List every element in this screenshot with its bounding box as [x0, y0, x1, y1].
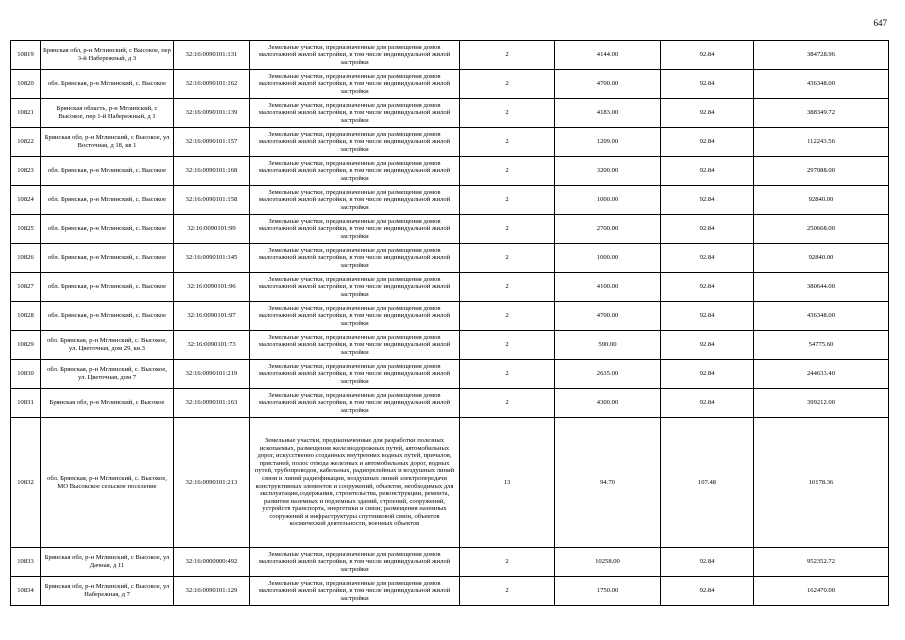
- use-code-cell: 13: [460, 418, 555, 548]
- use-code-cell: 2: [460, 360, 555, 389]
- cadastral-number-cell: 32:16:0090101:129: [174, 577, 250, 606]
- area-cell: 3200.00: [555, 157, 661, 186]
- row-number: 10826: [11, 244, 41, 273]
- address-cell: обл. Брянская, р-н Мглинский, с. Высокое: [41, 273, 174, 302]
- table-row: [11, 302, 889, 331]
- use-code-cell: 2: [460, 128, 555, 157]
- use-code-cell: 2: [460, 389, 555, 418]
- table-row: [11, 389, 889, 418]
- cadastral-value-cell: 92840.00: [754, 186, 889, 215]
- row-number: 10833: [11, 548, 41, 577]
- area-cell: 2635.00: [555, 360, 661, 389]
- rate-cell: 92.84: [661, 331, 754, 360]
- land-use-cell: Земельные участки, предназначенные для размещения домов малоэтажной жилой застройки, в том числе индивидуальной жилой застройки: [250, 577, 460, 606]
- cadastral-number-cell: 32:16:0090101:158: [174, 186, 250, 215]
- address-cell: Брянская обл, р-н Мглинский, с Высокое, ул Дачная, д 11: [41, 548, 174, 577]
- row-number: 10829: [11, 331, 41, 360]
- cadastral-number-cell: 32:16:0090101:213: [174, 418, 250, 548]
- use-code-cell: 2: [460, 577, 555, 606]
- cadastral-number-cell: 32:16:0090101:145: [174, 244, 250, 273]
- cadastral-value-cell: 297088.00: [754, 157, 889, 186]
- land-use-cell: Земельные участки, предназначенные для размещения домов малоэтажной жилой застройки, в том числе индивидуальной жилой застройки: [250, 548, 460, 577]
- rate-cell: 92.84: [661, 186, 754, 215]
- land-use-cell: Земельные участки, предназначенные для размещения домов малоэтажной жилой застройки, в том числе индивидуальной жилой застройки: [250, 157, 460, 186]
- rate-cell: 92.84: [661, 302, 754, 331]
- cadastral-number-cell: 32:16:0090101:73: [174, 331, 250, 360]
- rate-cell: 92.84: [661, 41, 754, 70]
- use-code-cell: 2: [460, 157, 555, 186]
- table-row: [11, 418, 889, 548]
- land-use-cell: Земельные участки, предназначенные для размещения домов малоэтажной жилой застройки, в том числе индивидуальной жилой застройки: [250, 389, 460, 418]
- table-body: [11, 41, 889, 606]
- rate-cell: 92.84: [661, 215, 754, 244]
- cadastral-number-cell: 32:16:0090101:139: [174, 99, 250, 128]
- land-use-cell: Земельные участки, предназначенные для размещения домов малоэтажной жилой застройки, в том числе индивидуальной жилой застройки: [250, 128, 460, 157]
- use-code-cell: 2: [460, 331, 555, 360]
- row-number: 10827: [11, 273, 41, 302]
- area-cell: 1209.00: [555, 128, 661, 157]
- table-row: [11, 360, 889, 389]
- area-cell: 1750.00: [555, 577, 661, 606]
- row-number: 10834: [11, 577, 41, 606]
- area-cell: 4700.00: [555, 302, 661, 331]
- cadastral-value-cell: 399212.00: [754, 389, 889, 418]
- cadastral-value-cell: 54775.60: [754, 331, 889, 360]
- area-cell: 4144.00: [555, 41, 661, 70]
- address-cell: обл. Брянская, р-н Мглинский, с. Высокое: [41, 244, 174, 273]
- area-cell: 94.70: [555, 418, 661, 548]
- address-cell: обл. Брянская, р-н Мглинский, с. Высокое: [41, 186, 174, 215]
- row-number: 10828: [11, 302, 41, 331]
- area-cell: 4300.00: [555, 389, 661, 418]
- use-code-cell: 2: [460, 186, 555, 215]
- cadastral-number-cell: 32:16:0090101:157: [174, 128, 250, 157]
- rate-cell: 92.84: [661, 577, 754, 606]
- rate-cell: 92.84: [661, 360, 754, 389]
- area-cell: 10258.00: [555, 548, 661, 577]
- page-number: 647: [873, 18, 887, 28]
- address-cell: Брянская обл, р-н Мглинский, с Высокое, ул Набережная, д 7: [41, 577, 174, 606]
- use-code-cell: 2: [460, 70, 555, 99]
- use-code-cell: 2: [460, 215, 555, 244]
- address-cell: обл. Брянская, р-н Мглинский, с. Высокое, МО Высокское сельское поселение: [41, 418, 174, 548]
- area-cell: 4100.00: [555, 273, 661, 302]
- table-row: [11, 41, 889, 70]
- cadastral-value-cell: 436348.00: [754, 302, 889, 331]
- cadastral-value-cell: 112243.56: [754, 128, 889, 157]
- row-number: 10820: [11, 70, 41, 99]
- land-registry-table: [10, 40, 889, 606]
- table-row: [11, 548, 889, 577]
- table-row: [11, 157, 889, 186]
- cadastral-value-cell: 388349.72: [754, 99, 889, 128]
- cadastral-number-cell: 32:16:0090101:168: [174, 157, 250, 186]
- rate-cell: 92.84: [661, 157, 754, 186]
- land-use-cell: Земельные участки, предназначенные для размещения домов малоэтажной жилой застройки, в том числе индивидуальной жилой застройки: [250, 360, 460, 389]
- table-row: [11, 128, 889, 157]
- row-number: 10825: [11, 215, 41, 244]
- cadastral-value-cell: 10178.36: [754, 418, 889, 548]
- land-use-cell: Земельные участки, предназначенные для размещения домов малоэтажной жилой застройки, в том числе индивидуальной жилой застройки: [250, 41, 460, 70]
- rate-cell: 92.84: [661, 273, 754, 302]
- cadastral-value-cell: 436348.00: [754, 70, 889, 99]
- row-number: 10831: [11, 389, 41, 418]
- cadastral-number-cell: 32:16:0090101:99: [174, 215, 250, 244]
- cadastral-number-cell: 32:16:0090101:219: [174, 360, 250, 389]
- area-cell: 4183.00: [555, 99, 661, 128]
- row-number: 10824: [11, 186, 41, 215]
- cadastral-value-cell: 92840.00: [754, 244, 889, 273]
- land-use-cell: Земельные участки, предназначенные для размещения домов малоэтажной жилой застройки, в том числе индивидуальной жилой застройки: [250, 70, 460, 99]
- rate-cell: 92.84: [661, 548, 754, 577]
- address-cell: обл. Брянская, р-н Мглинский, с. Высокое: [41, 70, 174, 99]
- rate-cell: 92.84: [661, 70, 754, 99]
- land-use-cell: Земельные участки, предназначенные для размещения домов малоэтажной жилой застройки, в том числе индивидуальной жилой застройки: [250, 331, 460, 360]
- area-cell: 4700.00: [555, 70, 661, 99]
- cadastral-number-cell: 32:16:0090101:163: [174, 389, 250, 418]
- cadastral-value-cell: 250668.00: [754, 215, 889, 244]
- table-row: [11, 70, 889, 99]
- land-use-cell: Земельные участки, предназначенные для размещения домов малоэтажной жилой застройки, в том числе индивидуальной жилой застройки: [250, 273, 460, 302]
- address-cell: обл. Брянская, р-н Мглинский, с. Высокое: [41, 157, 174, 186]
- cadastral-value-cell: 380644.00: [754, 273, 889, 302]
- table-row: [11, 273, 889, 302]
- row-number: 10830: [11, 360, 41, 389]
- cadastral-number-cell: 32:16:0090101:96: [174, 273, 250, 302]
- cadastral-value-cell: 162470.00: [754, 577, 889, 606]
- area-cell: 2700.00: [555, 215, 661, 244]
- rate-cell: 92.84: [661, 99, 754, 128]
- use-code-cell: 2: [460, 302, 555, 331]
- land-use-cell: Земельные участки, предназначенные для размещения домов малоэтажной жилой застройки, в том числе индивидуальной жилой застройки: [250, 186, 460, 215]
- table-row: [11, 577, 889, 606]
- row-number: 10822: [11, 128, 41, 157]
- rate-cell: 107.48: [661, 418, 754, 548]
- rate-cell: 92.84: [661, 389, 754, 418]
- land-use-cell: Земельные участки, предназначенные для размещения домов малоэтажной жилой застройки, в том числе индивидуальной жилой застройки: [250, 99, 460, 128]
- row-number: 10821: [11, 99, 41, 128]
- use-code-cell: 2: [460, 99, 555, 128]
- cadastral-number-cell: 32:16:0090101:131: [174, 41, 250, 70]
- table-row: [11, 331, 889, 360]
- rate-cell: 92.84: [661, 244, 754, 273]
- cadastral-number-cell: 32:16:0090101:97: [174, 302, 250, 331]
- table-row: [11, 215, 889, 244]
- cadastral-number-cell: 32:16:0090101:162: [174, 70, 250, 99]
- address-cell: Брянская обл, р-н Мглинский, с Высокое: [41, 389, 174, 418]
- cadastral-value-cell: 244633.40: [754, 360, 889, 389]
- land-use-cell: Земельные участки, предназначенные для размещения домов малоэтажной жилой застройки, в том числе индивидуальной жилой застройки: [250, 244, 460, 273]
- cadastral-number-cell: 32:16:0000000:492: [174, 548, 250, 577]
- rate-cell: 92.84: [661, 128, 754, 157]
- address-cell: обл. Брянская, р-н Мглинский, с. Высокое: [41, 215, 174, 244]
- address-cell: Брянская обл, р-н Мглинский, с Высокое, пер 3-й Набережный, д 3: [41, 41, 174, 70]
- use-code-cell: 2: [460, 548, 555, 577]
- address-cell: обл. Брянская, р-н Мглинский, с. Высокое, ул. Цветочная, дом 7: [41, 360, 174, 389]
- address-cell: обл. Брянская, р-н Мглинский, с. Высокое: [41, 302, 174, 331]
- row-number: 10823: [11, 157, 41, 186]
- row-number: 10819: [11, 41, 41, 70]
- table-row: [11, 186, 889, 215]
- area-cell: 590.00: [555, 331, 661, 360]
- use-code-cell: 2: [460, 273, 555, 302]
- use-code-cell: 2: [460, 41, 555, 70]
- cadastral-value-cell: 952352.72: [754, 548, 889, 577]
- area-cell: 1000.00: [555, 244, 661, 273]
- address-cell: Брянская область, р-н Мглинский, с Высокое, пер 1-й Набережный, д 1: [41, 99, 174, 128]
- land-use-cell: Земельные участки, предназначенные для разработки полезных ископаемых, размещения железнодорожных путей, автомобильных дорог, искусственно созданных внутренних водных путей, причалов, пристаней, полос отвода железных и автомобильных дорог, водных путей, трубопроводов, кабельных, радиорелейных и воздушных линий связи и линий радиофикации, воздушных линий электропередачи конструктивных элементов и сооружений, объектов, необходимых для эксплуатации,содержания, строительства, реконструкции, ремонта, развития наземных и подземных зданий, строений, сооружений, устройств транспорта, энергетики и связи; размещения наземных сооружений и инфраструктуры спутниковой связи, объектов космической деятельности, военных объектов: [250, 418, 460, 548]
- cadastral-value-cell: 384728.96: [754, 41, 889, 70]
- land-use-cell: Земельные участки, предназначенные для размещения домов малоэтажной жилой застройки, в том числе индивидуальной жилой застройки: [250, 302, 460, 331]
- area-cell: 1000.00: [555, 186, 661, 215]
- address-cell: обл. Брянская, р-н Мглинский, с. Высокое, ул. Цветочная, дом 29, кв.3: [41, 331, 174, 360]
- address-cell: Брянская обл, р-н Мглинский, с Высокое, ул Восточная, д 18, кв 1: [41, 128, 174, 157]
- table-row: [11, 244, 889, 273]
- table-row: [11, 99, 889, 128]
- land-use-cell: Земельные участки, предназначенные для размещения домов малоэтажной жилой застройки, в том числе индивидуальной жилой застройки: [250, 215, 460, 244]
- use-code-cell: 2: [460, 244, 555, 273]
- row-number: 10832: [11, 418, 41, 548]
